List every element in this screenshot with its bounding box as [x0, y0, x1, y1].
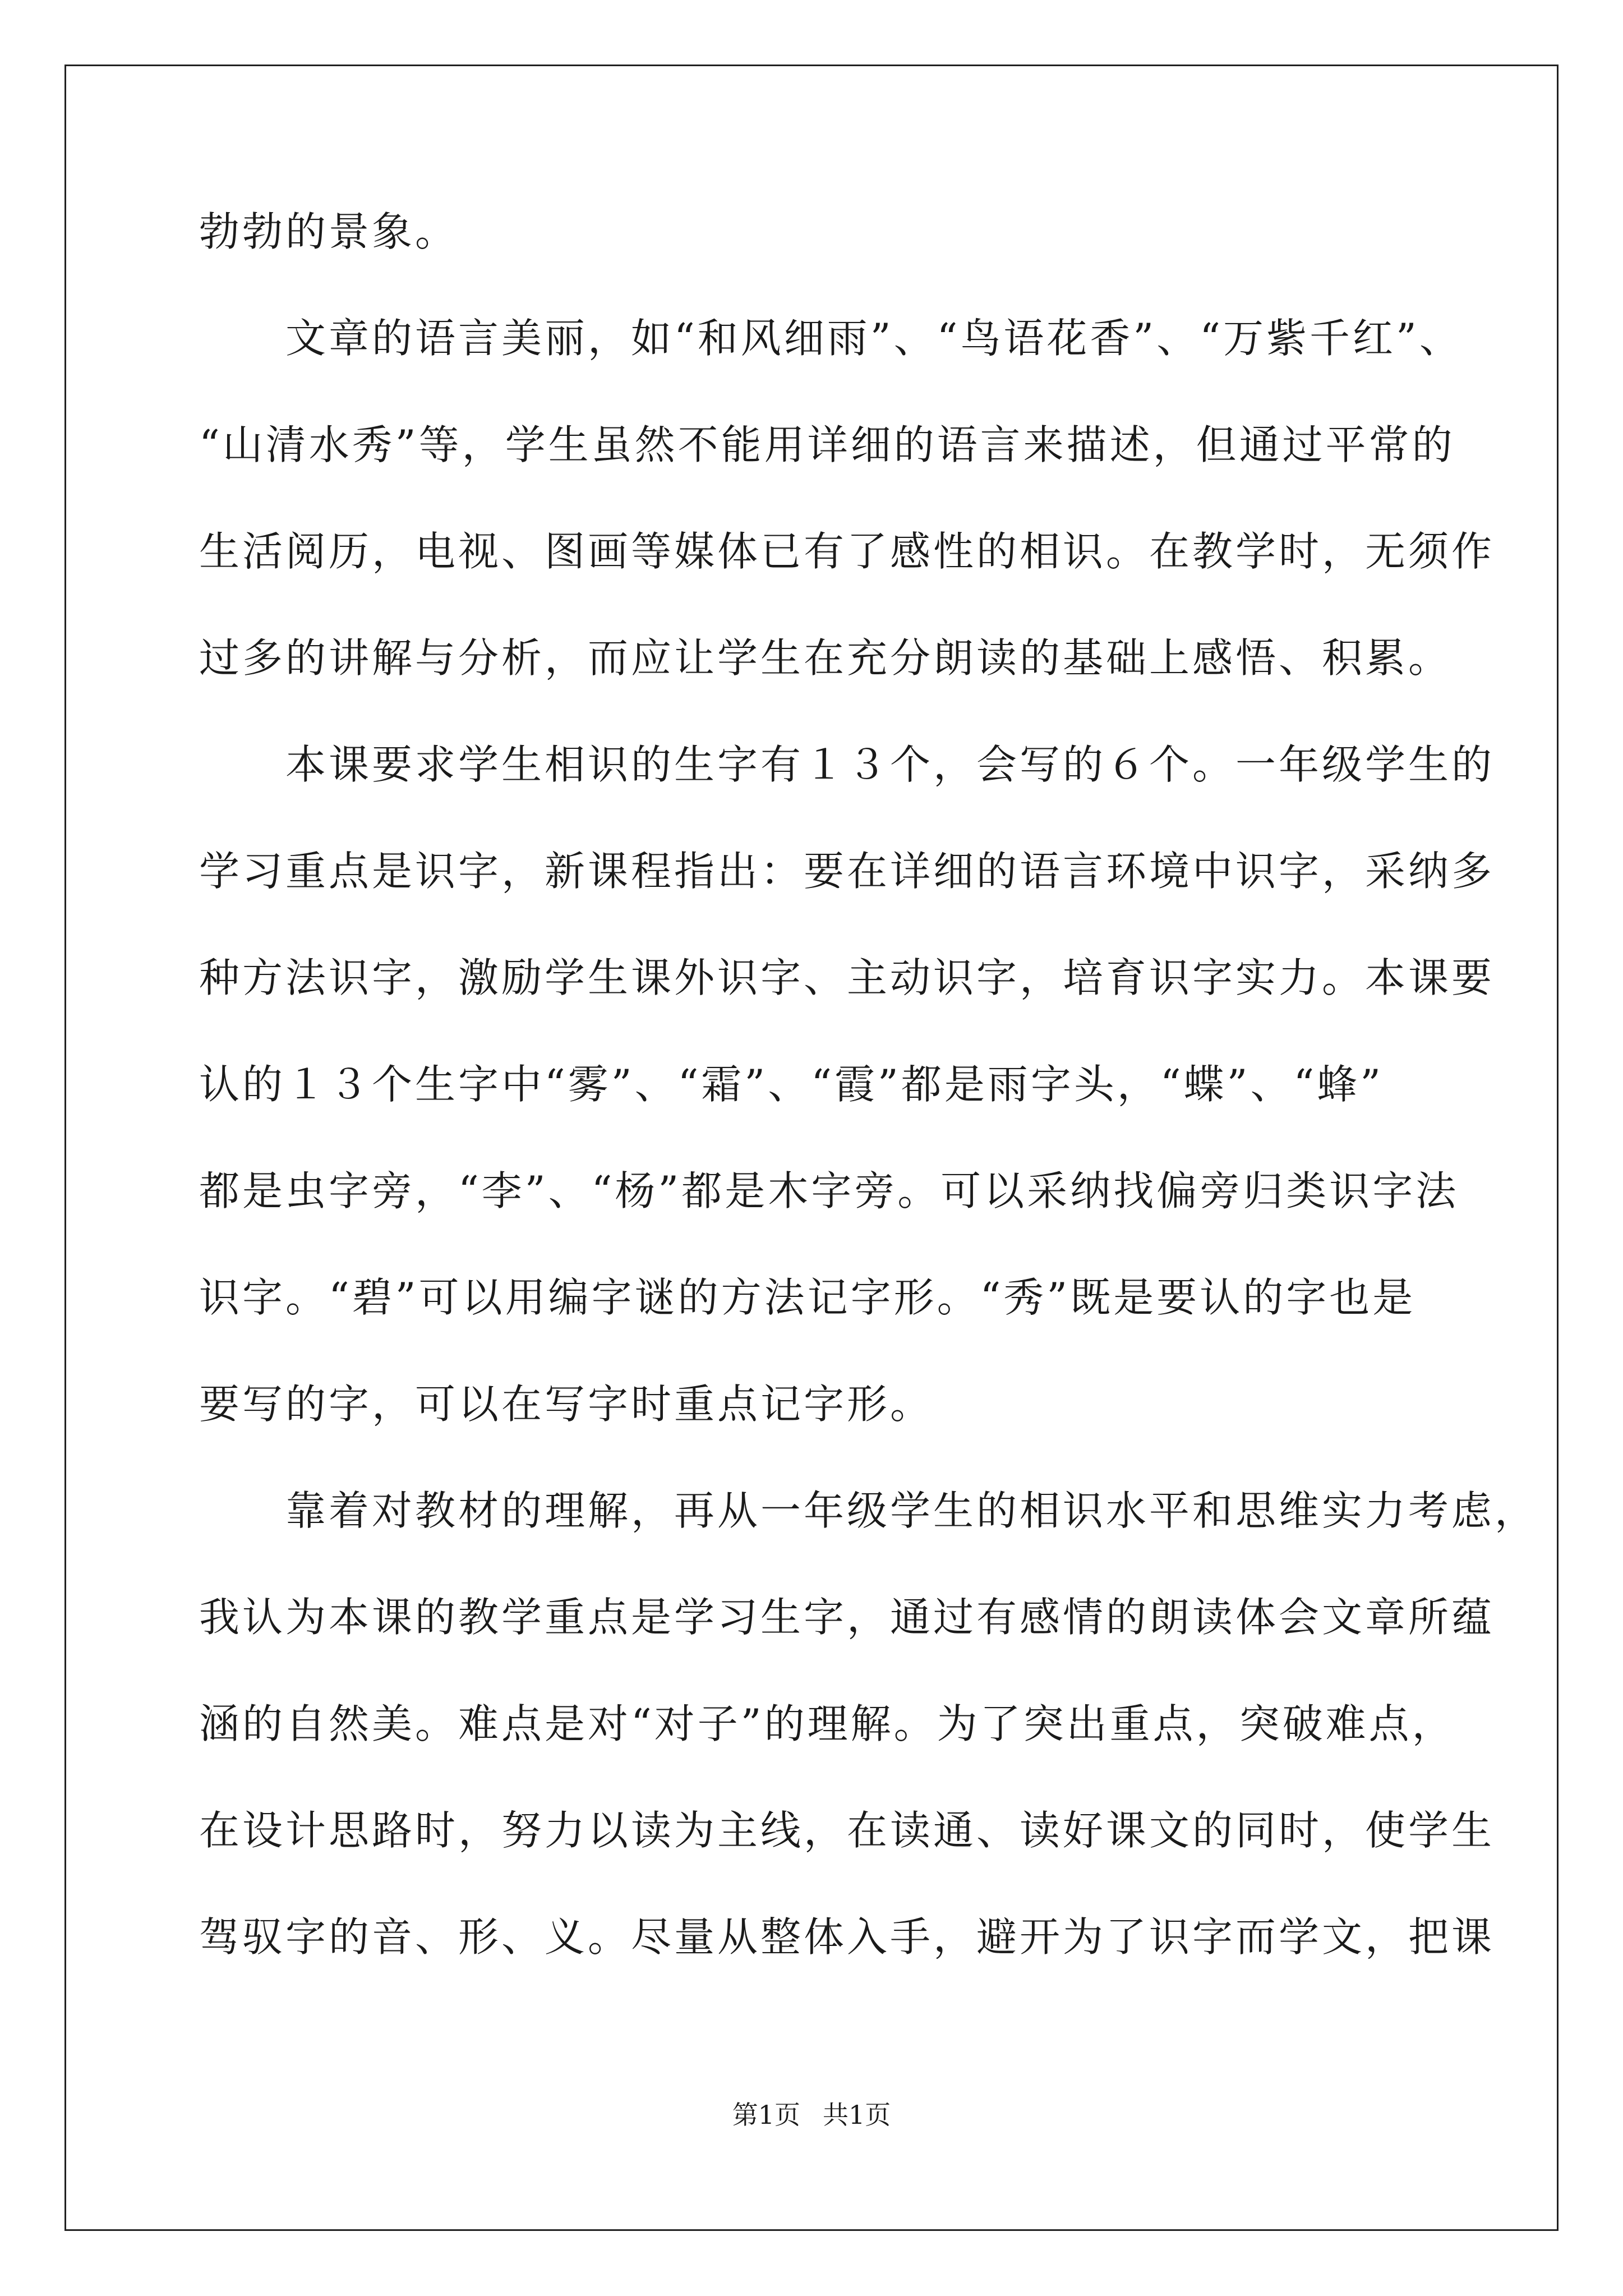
text-line: 认的１３个生字中“雾”、“霜”、“霞”都是雨字头，“蝶”、“蜂”	[199, 1061, 1384, 1108]
text-line: 都是虫字旁，“李”、“杨”都是木字旁。可以采纳找偏旁归类识字法	[199, 1167, 1459, 1214]
text-line: 要写的字，可以在写字时重点记字形。	[199, 1381, 934, 1428]
text-line: “山清水秀”等，学生虽然不能用详细的语言来描述，但通过平常的	[199, 421, 1455, 468]
text-line: 靠着对教材的理解，再从一年级学生的相识水平和思维实力考虑，	[199, 1487, 1538, 1534]
text-line: 本课要求学生相识的生字有１３个，会写的６个。一年级学生的	[199, 741, 1495, 788]
text-line: 驾驭字的音、形、义。尽量从整体入手，避开为了识字而学文，把课	[199, 1913, 1495, 1961]
page-footer	[0, 2098, 1623, 2132]
page-total: 共1页	[823, 2100, 891, 2130]
text-line: 文章的语言美丽，如“和风细雨”、“鸟语花香”、“万紫千红”、	[199, 315, 1463, 362]
text-line: 勃勃的景象。	[199, 208, 459, 255]
text-line: 种方法识字，激励学生课外识字、主动识字，培育识字实力。本课要	[199, 954, 1495, 1001]
page-number: 第1页	[732, 2100, 800, 2130]
text-line: 涵的自然美。难点是对“对子”的理解。为了突出重点，突破难点，	[199, 1700, 1455, 1747]
text-line: 学习重点是识字，新课程指出：要在详细的语言环境中识字，采纳多	[199, 848, 1495, 895]
text-line: 生活阅历，电视、图画等媒体已有了感性的相识。在教学时，无须作	[199, 528, 1495, 575]
text-line: 我认为本课的教学重点是学习生字，通过有感情的朗读体会文章所蕴	[199, 1594, 1495, 1641]
text-line: 识字。“碧”可以用编字谜的方法记字形。“秀”既是要认的字也是	[199, 1274, 1416, 1321]
text-line: 过多的讲解与分析，而应让学生在充分朗读的基础上感悟、积累。	[199, 634, 1452, 682]
page-border	[64, 65, 1559, 2231]
text-line: 在设计思路时，努力以读为主线，在读通、读好课文的同时，使学生	[199, 1807, 1495, 1854]
